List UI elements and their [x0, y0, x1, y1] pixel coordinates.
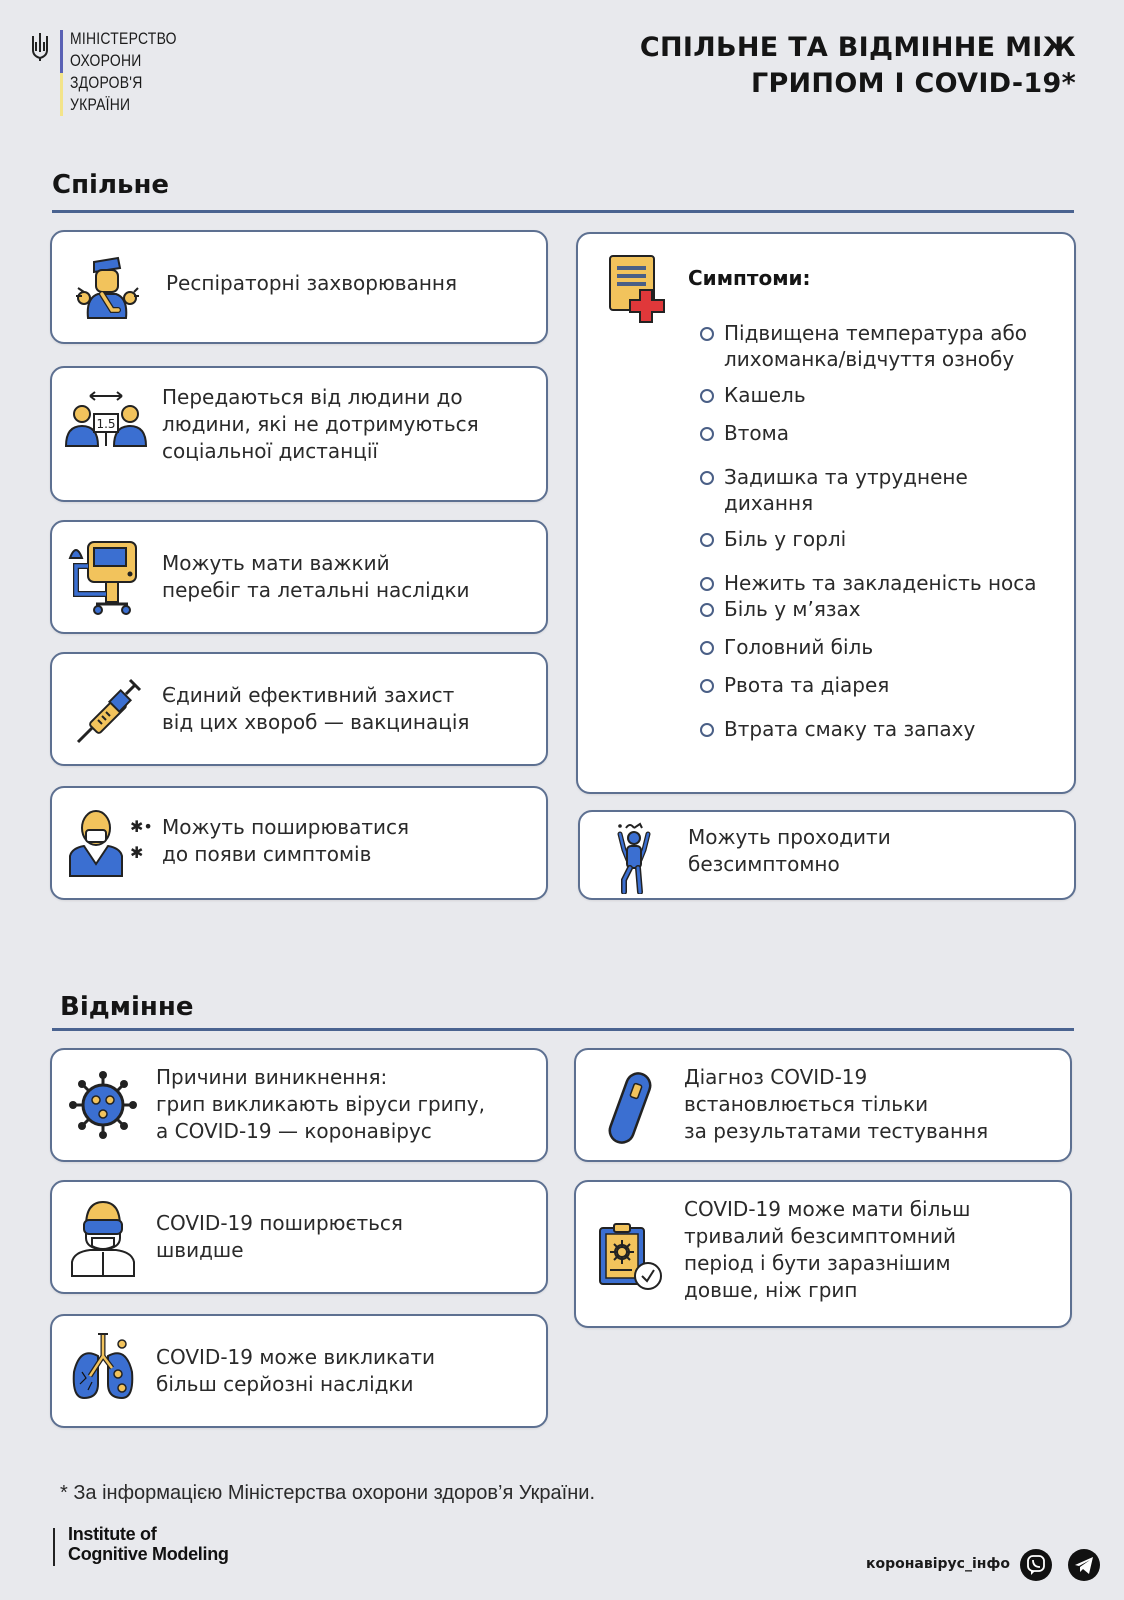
distance-sign-label: 1.5 [96, 417, 116, 431]
card-text [162, 384, 479, 465]
section-title-common: Спільне [52, 170, 170, 200]
card-text-line: перебіг та летальні наслідки [162, 578, 470, 602]
info-card [574, 1180, 1072, 1328]
card-text-line: COVID-19 поширюється [156, 1211, 403, 1235]
info-card [50, 520, 548, 634]
card-text-line: швидше [156, 1238, 244, 1262]
card-text-line: а COVID-19 — коронавірус [156, 1119, 432, 1143]
symptom-item [700, 716, 1070, 742]
card-text-line: Можуть мати важкий [162, 551, 390, 575]
card-text-line: Діагноз COVID-19 [684, 1065, 868, 1089]
card-text-line: Передаються від людини до [162, 385, 463, 409]
logo-line: УКРАЇНИ [70, 95, 131, 114]
dancing-person-icon [614, 820, 654, 898]
symptom-item [700, 420, 1070, 446]
symptom-item [700, 596, 1070, 622]
logo-line: ОХОРОНИ [70, 51, 142, 70]
section-divider [52, 210, 1074, 213]
symptom-line: Втрата смаку та запаху [724, 717, 976, 741]
medical-report-icon [608, 254, 670, 328]
telegram-icon[interactable] [1068, 1549, 1100, 1581]
card-text [156, 1064, 485, 1145]
circle-bullet-icon [700, 389, 714, 403]
card-text [162, 814, 409, 868]
symptom-line: Біль у м’язах [724, 597, 861, 621]
symptoms-title: Симптоми: [688, 266, 811, 290]
org-divider [53, 1528, 55, 1566]
org-line: Institute of [68, 1524, 157, 1544]
card-text-line: грип викликають віруси грипу, [156, 1092, 485, 1116]
card-text [156, 1344, 435, 1398]
test-strip-icon [604, 1070, 658, 1150]
symptom-item [700, 320, 1070, 372]
title-line: СПІЛЬНЕ ТА ВІДМІННЕ МІЖ [639, 32, 1076, 63]
symptom-item [700, 526, 1070, 552]
card-text-line: більш серйозні наслідки [156, 1372, 414, 1396]
card-text-line: Можуть поширюватися [162, 815, 410, 839]
card-text-line: до появи симптомів [162, 842, 372, 866]
clipboard-clock-icon [598, 1222, 664, 1296]
title-line: ГРИПОМ І COVID-19* [750, 68, 1076, 99]
section-divider [52, 1028, 1074, 1031]
circle-bullet-icon [700, 327, 714, 341]
page-title [640, 30, 1076, 102]
card-text-line: встановлюється тільки [684, 1092, 929, 1116]
section-title-different: Відмінне [60, 992, 194, 1022]
coughing-person-icon [74, 254, 140, 324]
symptom-line: Рвота та діарея [724, 673, 890, 697]
sparkle-icon: ✱• ✱ [130, 817, 153, 862]
footnote: * За інформацією Міністерства охорони здоров’я України. [60, 1482, 596, 1504]
card-text-line: Можуть проходити [688, 825, 891, 849]
info-card [50, 786, 548, 900]
card-text [688, 824, 891, 878]
circle-bullet-icon [700, 427, 714, 441]
info-card [574, 1048, 1072, 1162]
logo-divider [60, 30, 63, 116]
ministry-logo-text [70, 28, 177, 116]
circle-bullet-icon [700, 641, 714, 655]
symptom-item [700, 382, 1070, 408]
info-card [50, 1180, 548, 1294]
info-card [50, 652, 548, 766]
symptom-line: Задишка та утруднене [724, 465, 968, 489]
syringe-icon [74, 676, 144, 750]
symptom-line: Головний біль [724, 635, 874, 659]
social-handle[interactable]: коронавірус_інфо [866, 1556, 1010, 1572]
card-text-line: довше, ніж грип [684, 1278, 858, 1302]
info-card [578, 810, 1076, 900]
symptom-line: Втома [724, 421, 789, 445]
card-text [162, 550, 470, 604]
card-text [156, 1210, 403, 1264]
symptom-line: Кашель [724, 383, 806, 407]
symptom-line: Біль у горлі [724, 527, 847, 551]
masked-person-icon [68, 806, 128, 882]
symptom-line: Підвищена температура або [724, 321, 1028, 345]
card-text-line: тривалий безсимптомний [684, 1224, 957, 1248]
card-text-line: COVID-19 може мати більш [684, 1197, 971, 1221]
card-text-line: соціальної дистанції [162, 439, 378, 463]
card-text-line: за результатами тестування [684, 1119, 989, 1143]
protective-suit-icon [70, 1198, 136, 1282]
info-card [50, 1314, 548, 1428]
card-text-line: безсимптомно [688, 852, 840, 876]
symptom-line: Нежить та закладеність носа [724, 571, 1037, 595]
circle-bullet-icon [700, 471, 714, 485]
infected-lungs-icon [70, 1332, 136, 1406]
card-text-line: Єдиний ефективний захист [162, 683, 455, 707]
symptom-line: лихоманка/відчуття ознобу [724, 347, 1015, 371]
logo-line: ЗДОРОВ'Я [70, 73, 143, 92]
ukraine-trident-icon [30, 32, 50, 62]
info-card [50, 1048, 548, 1162]
virus-icon [68, 1070, 138, 1144]
symptom-item [700, 672, 1070, 698]
circle-bullet-icon [700, 603, 714, 617]
card-text-line: Причини виникнення: [156, 1065, 388, 1089]
card-text [166, 270, 457, 297]
symptoms-list [700, 320, 1070, 742]
circle-bullet-icon [700, 679, 714, 693]
info-card [50, 366, 548, 502]
card-text-line: період і бути заразнішим [684, 1251, 951, 1275]
symptom-item [700, 570, 1070, 596]
circle-bullet-icon [700, 533, 714, 547]
card-text-line: COVID-19 може викликати [156, 1345, 435, 1369]
symptoms-card [576, 232, 1076, 794]
card-text [684, 1064, 988, 1145]
circle-bullet-icon [700, 577, 714, 591]
card-text-line: Респіраторні захворювання [166, 271, 458, 295]
logo-line: МІНІСТЕРСТВО [70, 29, 177, 48]
card-text-line: від цих хвороб — вакцинація [162, 710, 470, 734]
symptom-item [700, 464, 1070, 516]
card-text-line: людини, які не дотримуються [162, 412, 479, 436]
symptom-line: дихання [724, 491, 814, 515]
ventilator-icon [66, 538, 142, 622]
org-logo-text [68, 1524, 229, 1564]
card-text [162, 682, 469, 736]
org-line: Cognitive Modeling [68, 1544, 229, 1564]
info-card [50, 230, 548, 344]
card-text [684, 1196, 970, 1304]
circle-bullet-icon [700, 723, 714, 737]
symptom-item [700, 634, 1070, 660]
viber-icon[interactable] [1020, 1549, 1052, 1581]
social-distance-icon [64, 390, 150, 454]
